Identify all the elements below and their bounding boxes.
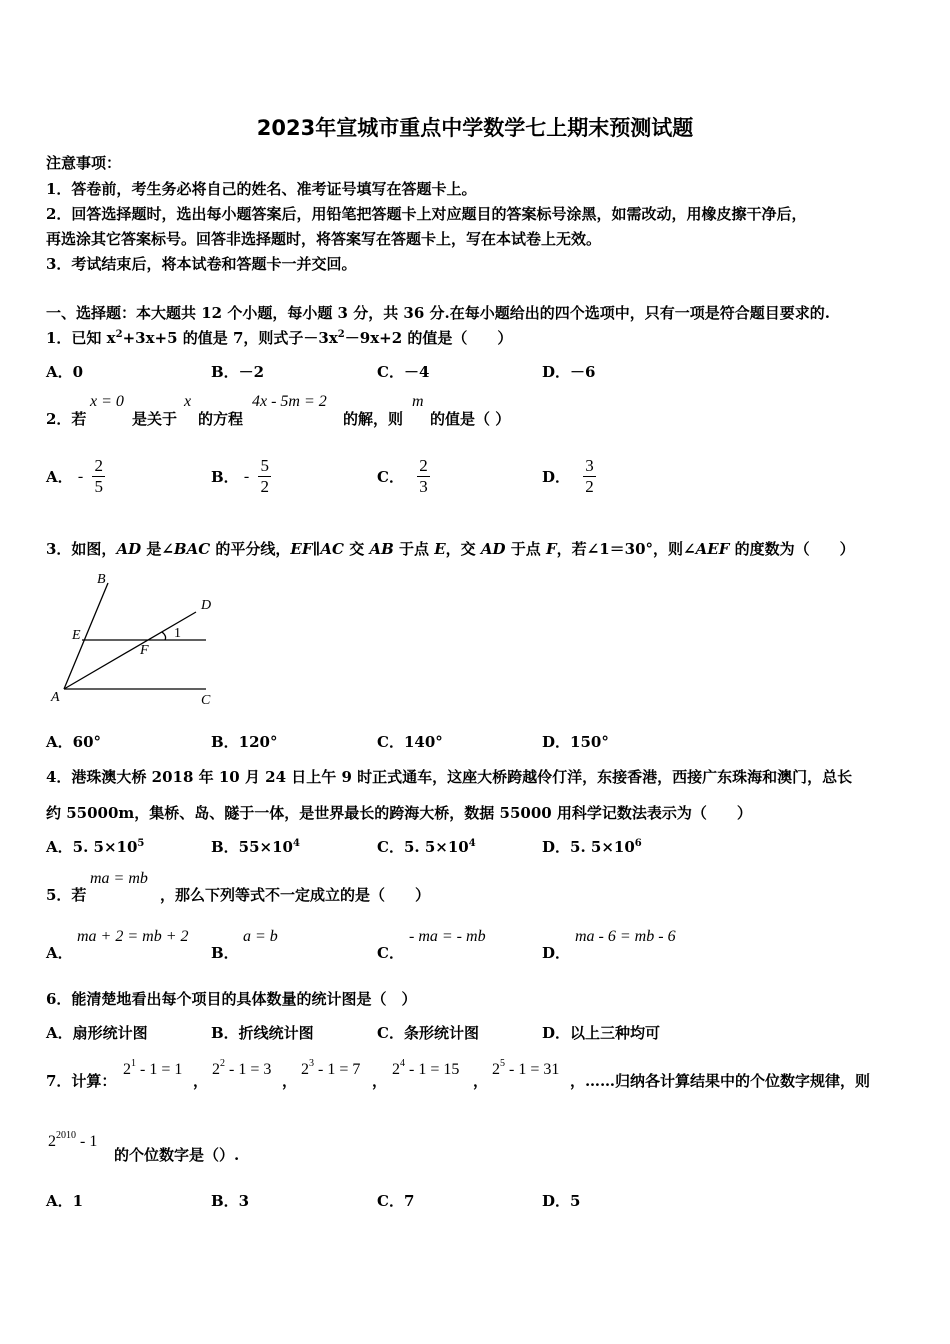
notice-heading: 注意事项：	[46, 154, 122, 172]
q2-option-b-neg: -	[243, 467, 250, 485]
q3-t2: 的平分线，	[210, 540, 291, 558]
notice-item-2: 2．回答选择题时，选出每小题答案后，用铅笔把答题卡上对应题目的答案标号涂黑，如需改动，用橡皮擦干净后，	[46, 205, 807, 223]
rest: - 1	[76, 1133, 98, 1150]
q4-option-d-exp: 6	[634, 838, 642, 849]
label-angle-1: 1	[174, 626, 181, 641]
fraction-numerator: 3	[585, 456, 594, 475]
q2-math-m: m	[412, 393, 424, 410]
exponent: 2010	[56, 1130, 76, 1141]
q2-option-a-fraction	[92, 456, 105, 497]
label-b: B	[97, 572, 106, 587]
q2-option-c[interactable]	[377, 456, 430, 497]
exponent: 4	[400, 1058, 405, 1069]
base: 2	[392, 1061, 400, 1078]
q7-option-d[interactable]: D．5	[542, 1192, 581, 1210]
q4-option-c-base: C．5. 5×10	[377, 838, 469, 856]
q5-math-condition: ma = mb	[90, 870, 148, 887]
line-ab	[64, 583, 108, 689]
q6-option-d[interactable]: D．以上三种均可	[542, 1024, 661, 1042]
q4-stem-line-2: 约 55000m，集桥、岛、隧于一体，是世界最长的跨海大桥，数据 55000 用科学记数法表示为（ ）	[46, 804, 752, 822]
q5-option-d-math[interactable]: ma - 6 = mb - 6	[575, 928, 676, 945]
q6-stem: 6．能清楚地看出每个项目的具体数量的统计图是（ ）	[46, 990, 417, 1008]
q4-option-d[interactable]	[542, 836, 642, 857]
q1-mid: +3x+5 的值是 7，则式子－3x	[122, 329, 338, 347]
q1-pre: 1．已知 x	[46, 329, 116, 347]
q2-text-2: 的方程	[198, 410, 244, 428]
base: 2	[48, 1133, 56, 1150]
q7-sep-1: ，	[193, 1072, 209, 1090]
notice-item-3: 3．考试结束后，将本试卷和答题卡一并交回。	[46, 255, 357, 273]
q1-option-d[interactable]: D．－6	[542, 363, 596, 381]
q5-option-a-math[interactable]: ma + 2 = mb + 2	[77, 928, 189, 945]
q7-term-4	[392, 1058, 459, 1079]
q4-option-b-base: B．55×10	[211, 838, 293, 856]
q5-option-a-label[interactable]: A．	[46, 944, 73, 962]
q4-option-b[interactable]	[211, 836, 300, 857]
q3-option-c[interactable]: C．140°	[377, 733, 443, 751]
fraction-denominator: 3	[419, 477, 428, 496]
label-c: C	[201, 693, 211, 708]
q7-term-5	[492, 1058, 559, 1079]
q2-option-d[interactable]	[542, 456, 596, 497]
q4-stem-line-1: 4．港珠澳大桥 2018 年 10 月 24 日上午 9 时正式通车，这座大桥跨越伶仃洋，东接香港，西接广东珠海和澳门，总长	[46, 768, 853, 786]
q5-option-d-label[interactable]: D．	[542, 944, 571, 962]
rest: - 1 = 3	[225, 1061, 272, 1078]
q3-t4: 于点	[393, 540, 435, 558]
q7-term-2	[212, 1058, 271, 1079]
q7-option-c[interactable]: C．7	[377, 1192, 415, 1210]
q7-term-3	[301, 1058, 360, 1079]
q3-t6: 于点	[505, 540, 547, 558]
q2-text-3: 的解，则	[343, 410, 404, 428]
line-ad	[64, 612, 196, 689]
q3-ef-ac: EF∥AC	[290, 540, 344, 558]
q7-option-a[interactable]: A．1	[46, 1192, 84, 1210]
q7-sep-2: ，	[282, 1072, 298, 1090]
q2-option-b-label: B．	[211, 468, 239, 486]
q1-exp-2: 2	[337, 329, 345, 340]
q1-exp-1: 2	[115, 329, 123, 340]
q4-option-a-base: A．5. 5×10	[46, 838, 138, 856]
q7-sep-4: ，	[473, 1072, 489, 1090]
fraction-numerator: 5	[260, 456, 269, 475]
base: 2	[301, 1061, 309, 1078]
q2-option-d-fraction	[583, 456, 596, 497]
q1-option-b[interactable]: B．－2	[211, 363, 265, 381]
q5-option-b-math[interactable]: a = b	[243, 928, 278, 945]
section-heading: 一、选择题：本大题共 12 个小题，每小题 3 分，共 36 分.在每小题给出的四个选项中，只有一项是符合题目要求的.	[46, 304, 830, 322]
q5-number: 5．若	[46, 886, 87, 904]
q3-t8: 的度数为（ ）	[729, 540, 855, 558]
base: 2	[492, 1061, 500, 1078]
q3-option-d[interactable]: D．150°	[542, 733, 609, 751]
q7-expression-2-2010	[48, 1130, 97, 1151]
q3-pre: 3．如图，	[46, 540, 117, 558]
q3-t1: 是∠	[141, 540, 174, 558]
rest: - 1 = 1	[136, 1061, 183, 1078]
q3-bac: BAC	[173, 540, 211, 558]
q4-option-a[interactable]	[46, 836, 144, 857]
exponent: 2	[220, 1058, 225, 1069]
q7-option-b[interactable]: B．3	[211, 1192, 250, 1210]
q6-option-c[interactable]: C．条形统计图	[377, 1024, 479, 1042]
fraction-denominator: 2	[585, 477, 594, 496]
q2-math-x-eq-0: x = 0	[90, 393, 124, 410]
q2-option-c-label: C．	[377, 468, 404, 486]
q4-option-a-exp: 5	[137, 838, 145, 849]
base: 2	[123, 1061, 131, 1078]
q4-option-c-exp: 4	[468, 838, 476, 849]
q1-post: －9x+2 的值是（ ）	[344, 329, 513, 347]
q2-option-d-label: D．	[542, 468, 571, 486]
q2-math-x: x	[184, 393, 192, 410]
q2-option-a[interactable]	[46, 456, 105, 497]
q3-aef: AEF	[695, 540, 730, 558]
q2-option-b[interactable]	[211, 456, 271, 497]
q3-ad-2: AD	[480, 540, 506, 558]
q4-option-d-base: D．5. 5×10	[542, 838, 635, 856]
q5-stem-post: ，那么下列等式不一定成立的是（ ）	[160, 886, 431, 904]
q3-ad: AD	[116, 540, 142, 558]
q7-stem-post: ，……归纳各计算结果中的个位数字规律，则	[570, 1072, 871, 1090]
exponent: 1	[131, 1058, 136, 1069]
q3-ab: AB	[369, 540, 394, 558]
q3-e: E	[434, 540, 446, 558]
q6-option-a[interactable]: A．扇形统计图	[46, 1024, 148, 1042]
q7-sep-3: ，	[372, 1072, 388, 1090]
question-1-stem	[46, 327, 512, 348]
q2-option-a-neg: -	[77, 467, 84, 485]
q7-stem-line-2: 的个位数字是（）.	[114, 1146, 240, 1164]
rest: - 1 = 15	[405, 1061, 460, 1078]
q1-option-c[interactable]: C．－4	[377, 363, 430, 381]
q2-number: 2．若	[46, 410, 87, 428]
base: 2	[212, 1061, 220, 1078]
label-f: F	[140, 643, 149, 658]
q3-geometry-figure	[44, 568, 224, 708]
exponent: 3	[309, 1058, 314, 1069]
label-e: E	[72, 628, 81, 643]
q3-t5: ，交	[445, 540, 481, 558]
label-d: D	[201, 598, 212, 613]
question-3-stem	[46, 538, 855, 559]
q3-f: F	[546, 540, 557, 558]
q2-text-4: 的值是（ ）	[430, 410, 511, 428]
fraction-numerator: 2	[419, 456, 428, 475]
q2-option-c-fraction	[417, 456, 430, 497]
q1-option-a[interactable]: A．0	[46, 363, 84, 381]
fraction-denominator: 5	[94, 477, 103, 496]
fraction-denominator: 2	[260, 477, 269, 496]
q3-option-b[interactable]: B．120°	[211, 733, 278, 751]
q5-option-b-label[interactable]: B．	[211, 944, 239, 962]
q7-term-1	[123, 1058, 182, 1079]
q2-option-a-label: A．	[46, 468, 73, 486]
q5-option-c-math[interactable]: - ma = - mb	[409, 928, 486, 945]
q3-t7: ，若∠1＝30°，则∠	[556, 540, 696, 558]
q7-number: 7．计算：	[46, 1072, 117, 1090]
rest: - 1 = 31	[505, 1061, 560, 1078]
label-a: A	[51, 690, 60, 705]
q5-option-c-label[interactable]: C．	[377, 944, 404, 962]
angle-1-arc	[162, 632, 166, 640]
q4-option-b-exp: 4	[293, 838, 300, 849]
rest: - 1 = 7	[314, 1061, 361, 1078]
q3-option-a[interactable]: A．60°	[46, 733, 102, 751]
q2-option-b-fraction	[258, 456, 271, 497]
q3-t3: 交	[344, 540, 370, 558]
page-title: 2023年宣城市重点中学数学七上期末预测试题	[256, 116, 694, 140]
q2-math-equation: 4x - 5m = 2	[252, 393, 327, 410]
fraction-numerator: 2	[94, 456, 103, 475]
q6-option-b[interactable]: B．折线统计图	[211, 1024, 314, 1042]
q2-text-1: 是关于	[132, 410, 178, 428]
notice-item-2-cont: 再选涂其它答案标号。回答非选择题时，将答案写在答题卡上，写在本试卷上无效。	[46, 230, 602, 248]
exponent: 5	[500, 1058, 505, 1069]
q4-option-c[interactable]	[377, 836, 476, 857]
notice-item-1: 1．答卷前，考生务必将自己的姓名、准考证号填写在答题卡上。	[46, 180, 477, 198]
